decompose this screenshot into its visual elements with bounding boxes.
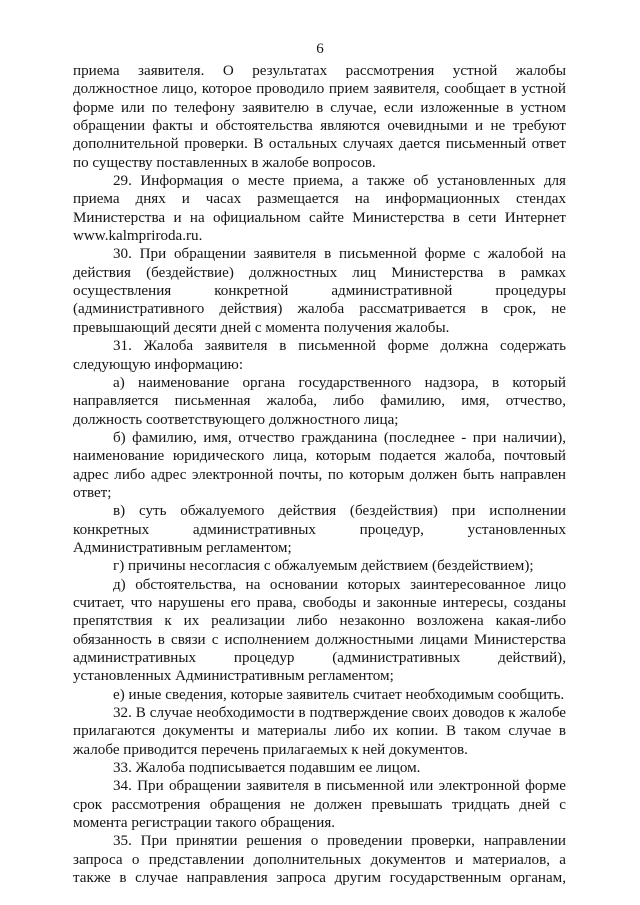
text-line: Административным регламентом; (73, 539, 292, 556)
text-line: приема днях и часах размещается на информационных стендах (73, 191, 566, 208)
text-line: срок рассмотрения обращения не должен превышать тридцать дней с (73, 796, 566, 813)
text-line: также в случае направления запроса другим государственным органам, (73, 870, 566, 887)
text-line: е) иные сведения, которые заявитель считает необходимым сообщить. (113, 686, 565, 703)
text-line: дополнительной проверки. В остальных случаях дается письменный ответ (73, 136, 566, 153)
text-line: д) обстоятельства, на основании которых заинтересованное лицо (113, 576, 566, 593)
page-number: 6 (316, 41, 324, 57)
text-line: www.kalmpriroda.ru. (73, 228, 203, 245)
text-line: 29. Информация о месте приема, а также об установленных для (113, 173, 566, 190)
text-line: превышающий десяти дней с момента получения жалобы. (73, 319, 450, 336)
text-line: административных процедур (административных действий), (73, 650, 566, 666)
text-line: препятствия к их реализации либо незаконно возложена какая-либо (73, 613, 566, 630)
text-line: направляется письменная жалоба, либо фамилию, имя, отчество, (73, 393, 566, 410)
text-line: установленных Административным регламентом; (73, 668, 394, 685)
text-line: обязанность в связи с исполнением должностными лицами Министерства (73, 631, 566, 648)
text-line: Министерства и на официальном сайте Министерства в сети Интернет (73, 209, 566, 226)
text-line: прилагаются документы и материалы либо их копии. В таком случае в (73, 723, 566, 740)
text-line: б) фамилию, имя, отчество гражданина (последнее - при наличии), (113, 429, 566, 446)
text-line: г) причины несогласия с обжалуемым действием (бездействием); (113, 558, 534, 575)
text-line: осуществления конкретной административной процедуры (73, 283, 566, 300)
text-line: считает, что нарушены его права, свободы и законные интересы, созданы (73, 594, 566, 611)
text-line: момента регистрации такого обращения. (73, 815, 336, 832)
text-line: 31. Жалоба заявителя в письменной форме должна содержать (113, 338, 566, 355)
text-line: в) суть обжалуемого действия (бездействия) при исполнении (113, 503, 566, 520)
text-line: адрес либо адрес электронной почты, по которым должен быть направлен (73, 466, 566, 483)
text-line: 33. Жалоба подписывается подавшим ее лицом. (113, 760, 421, 777)
text-line: ответ; (73, 484, 112, 501)
text-line: (административного действия) жалоба рассматривается в срок, не (73, 301, 566, 318)
text-line: обращении факты и обстоятельства являются очевидными и не требуют (73, 118, 566, 135)
text-line: 30. При обращении заявителя в письменной форме с жалобой на (113, 246, 566, 263)
text-line: наименование юридического лица, которым подается жалоба, почтовый (73, 448, 566, 465)
text-line: форме или по телефону заявителю в случае, если изложенные в устном (73, 99, 566, 116)
text-line: 34. При обращении заявителя в письменной или электронной форме (113, 778, 566, 795)
text-line: жалобе приводится перечень прилагаемых к ней документов. (73, 741, 468, 758)
text-line: следующую информацию: (73, 356, 244, 373)
text-line: должностное лицо, которое проводило прием заявителя, сообщает в устной (73, 81, 566, 98)
text-line: конкретных административных процедур, установленных (73, 521, 566, 538)
text-line: должность соответствующего должностного лица; (73, 411, 399, 428)
document-body (73, 62, 566, 887)
text-line: 32. В случае необходимости в подтверждение своих доводов к жалобе (113, 705, 566, 722)
text-line: по существу поставленных в жалобе вопросов. (73, 154, 376, 171)
text-line: а) наименование органа государственного надзора, в который (113, 374, 566, 391)
text-line: приема заявителя. О результатах рассмотрения устной жалобы (73, 63, 566, 79)
text-line: 35. При принятии решения о проведении проверки, направлении (113, 833, 566, 850)
text-line: действия (бездействие) должностных лиц Министерства в рамках (73, 264, 566, 281)
text-line: запроса о представлении дополнительных документов и материалов, а (73, 851, 566, 868)
